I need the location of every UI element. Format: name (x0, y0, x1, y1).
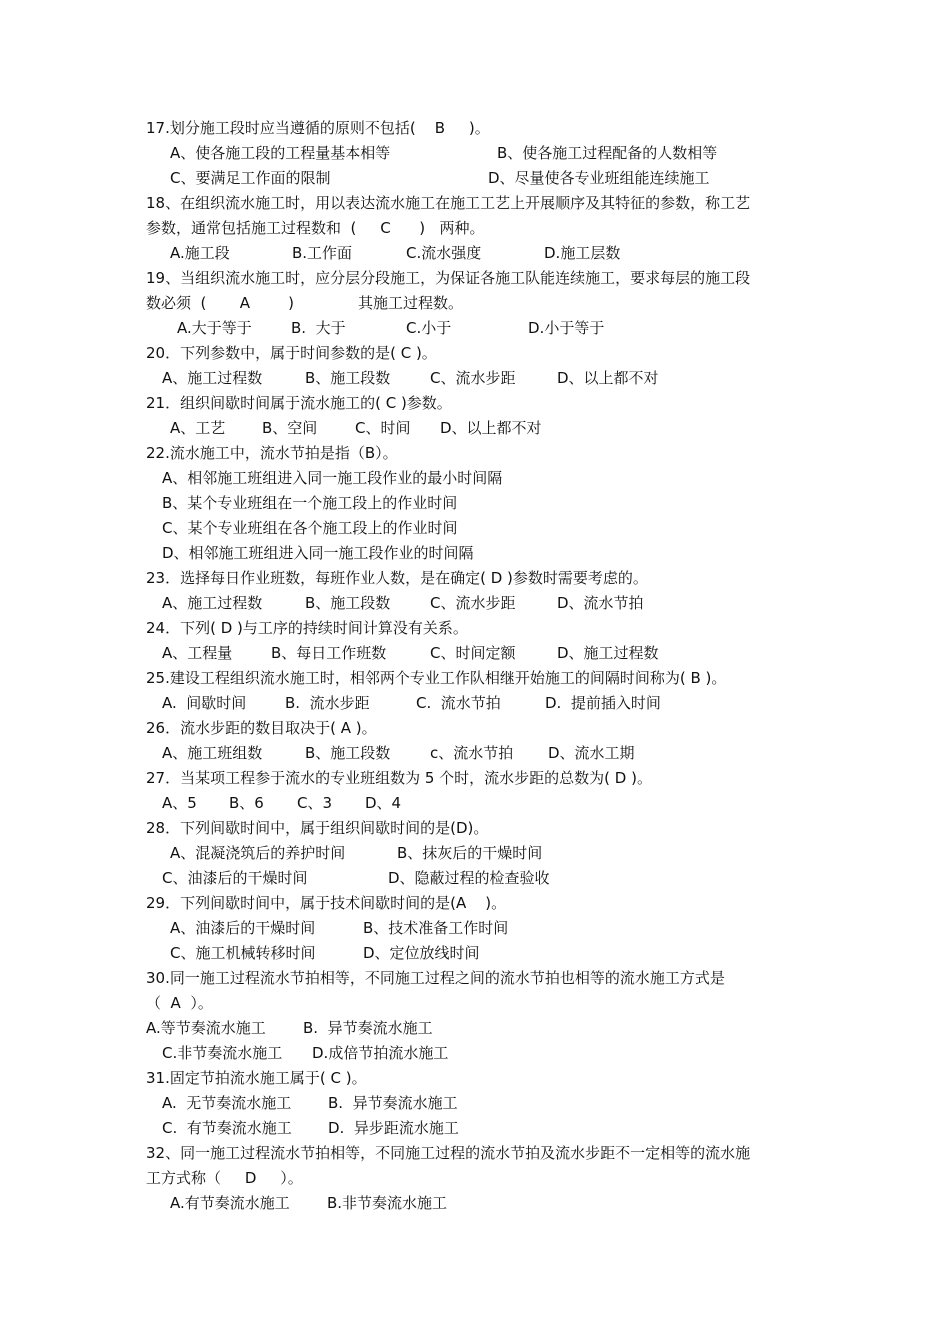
option-text: A、相邻施工班组进入同一施工段作业的最小时间隔 (162, 469, 503, 487)
option-text: C、时间 (355, 419, 411, 437)
option-text: D、流水工期 (548, 744, 635, 762)
option-text: B.工作面 (292, 244, 353, 262)
option-text: A、油漆后的干燥时间 (170, 919, 316, 937)
question-18-stem: 18、在组织流水施工时，用以表达流水施工在施工工艺上开展顺序及其特征的参数，称工艺 (146, 194, 751, 212)
option-text: C. 流水节拍 (416, 694, 501, 712)
option-text: D、以上都不对 (440, 419, 542, 437)
question-27-stem: 27．当某项工程参于流水的专业班组数为 5 个时，流水步距的总数为( D )。 (146, 769, 652, 787)
option-text: A、混凝浇筑后的养护时间 (170, 844, 346, 862)
option-text: C.非节奏流水施工 (162, 1044, 283, 1062)
option-text: A.大于等于 (177, 319, 252, 337)
option-text: B、技术准备工作时间 (363, 919, 509, 937)
option-text: C.流水强度 (406, 244, 482, 262)
question-19-stem: 19、当组织流水施工时，应分层分段施工，为保证各施工队能连续施工，要求每层的施工段 (146, 269, 751, 287)
option-text: C、要满足工作面的限制 (170, 169, 331, 187)
option-text: A、施工过程数 (162, 594, 263, 612)
option-text: C、某个专业班组在各个施工段上的作业时间 (162, 519, 458, 537)
option-text: B. 异节奏流水施工 (303, 1019, 433, 1037)
option-text: B、某个专业班组在一个施工段上的作业时间 (162, 494, 458, 512)
option-text: B. 异节奏流水施工 (328, 1094, 458, 1112)
option-text: A、工程量 (162, 644, 233, 662)
option-text: B、每日工作班数 (271, 644, 387, 662)
question-29-stem: 29．下列间歇时间中，属于技术间歇时间的是(A )。 (146, 894, 507, 912)
option-text: D、施工过程数 (557, 644, 659, 662)
question-32-stem: 32、同一施工过程流水节拍相等，不同施工过程的流水节拍及流水步距不一定相等的流水施 (146, 1144, 751, 1162)
question-32-stem-cont: 工方式称（ D ）。 (146, 1169, 303, 1187)
question-22-stem: 22.流水施工中，流水节拍是指（B）。 (146, 444, 398, 462)
option-text: A.有节奏流水施工 (170, 1194, 290, 1212)
question-20-stem: 20．下列参数中，属于时间参数的是( C )。 (146, 344, 437, 362)
option-text: D、以上都不对 (557, 369, 659, 387)
option-text: A.施工段 (170, 244, 230, 262)
question-19-stem-cont: 数必须 ( A ) (146, 294, 295, 312)
option-text: C.小于 (406, 319, 452, 337)
option-text: B、空间 (262, 419, 318, 437)
question-31-stem: 31.固定节拍流水施工属于( C )。 (146, 1069, 367, 1087)
question-17-stem: 17.划分施工段时应当遵循的原则不包括( B )。 (146, 119, 490, 137)
option-text: D. 异步距流水施工 (328, 1119, 459, 1137)
question-23-stem: 23．选择每日作业班数，每班作业人数，是在确定( D )参数时需要考虑的。 (146, 569, 648, 587)
option-text: B、施工段数 (305, 369, 391, 387)
option-text: B. 流水步距 (285, 694, 370, 712)
question-19-stem-cont: 其施工过程数。 (358, 294, 464, 312)
option-text: C、流水步距 (430, 369, 516, 387)
option-text: D、4 (365, 794, 402, 812)
question-26-stem: 26．流水步距的数目取决于( A )。 (146, 719, 377, 737)
option-text: C、时间定额 (430, 644, 516, 662)
option-text: D.小于等于 (528, 319, 605, 337)
option-text: A.等节奏流水施工 (146, 1019, 266, 1037)
option-text: A、施工班组数 (162, 744, 263, 762)
option-text: D、定位放线时间 (363, 944, 480, 962)
option-text: D、尽量使各专业班组能连续施工 (488, 169, 710, 187)
option-text: B、施工段数 (305, 744, 391, 762)
option-text: D.施工层数 (544, 244, 621, 262)
option-text: A、5 (162, 794, 197, 812)
question-30-stem: 30.同一施工过程流水节拍相等，不同施工过程之间的流水节拍也相等的流水施工方式是 (146, 969, 725, 987)
option-text: B、使各施工过程配备的人数相等 (497, 144, 718, 162)
option-text: A、使各施工段的工程量基本相等 (170, 144, 391, 162)
option-text: A、工艺 (170, 419, 226, 437)
option-text: B、抹灰后的干燥时间 (397, 844, 543, 862)
option-text: B.非节奏流水施工 (327, 1194, 448, 1212)
question-18-stem-cont: 参数，通常包括施工过程数和 ( C ) 两种。 (146, 219, 485, 237)
question-30-stem-cont: （ A ）。 (146, 994, 213, 1012)
option-text: D、相邻施工班组进入同一施工段作业的时间隔 (162, 544, 474, 562)
option-text: D. 提前插入时间 (545, 694, 661, 712)
option-text: B、施工段数 (305, 594, 391, 612)
option-text: C、3 (297, 794, 333, 812)
option-text: D、隐蔽过程的检查验收 (388, 869, 550, 887)
option-text: D、流水节拍 (557, 594, 644, 612)
option-text: A. 无节奏流水施工 (162, 1094, 292, 1112)
option-text: C、流水步距 (430, 594, 516, 612)
option-text: B. 大于 (291, 319, 346, 337)
option-text: C. 有节奏流水施工 (162, 1119, 292, 1137)
option-text: c、流水节拍 (430, 744, 514, 762)
option-text: D.成倍节拍流水施工 (312, 1044, 449, 1062)
question-25-stem: 25.建设工程组织流水施工时，相邻两个专业工作队相继开始施工的间隔时间称为( B )。 (146, 669, 727, 687)
question-28-stem: 28．下列间歇时间中，属于组织间歇时间的是(D)。 (146, 819, 489, 837)
option-text: B、6 (229, 794, 264, 812)
option-text: C、施工机械转移时间 (170, 944, 316, 962)
option-text: C、油漆后的干燥时间 (162, 869, 308, 887)
question-21-stem: 21．组织间歇时间属于流水施工的( C )参数。 (146, 394, 452, 412)
question-24-stem: 24．下列( D )与工序的持续时间计算没有关系。 (146, 619, 468, 637)
option-text: A、施工过程数 (162, 369, 263, 387)
option-text: A. 间歇时间 (162, 694, 247, 712)
